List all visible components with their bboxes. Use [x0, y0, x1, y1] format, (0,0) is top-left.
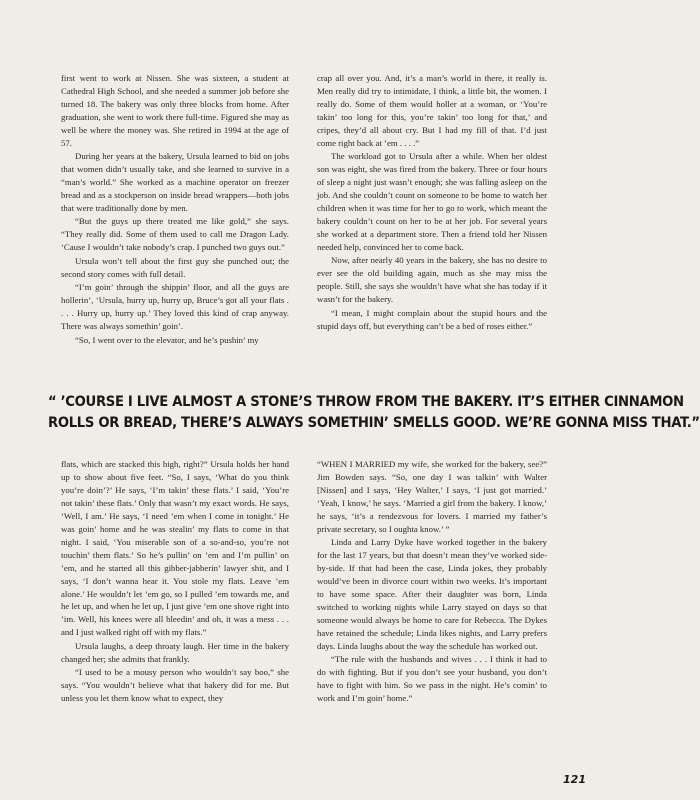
column-bottom-right	[317, 458, 547, 706]
paragraph: “So, I went over to the elevator, and he’s pushin’ my	[75, 334, 259, 345]
column-top-right	[317, 72, 547, 333]
pull-quote	[48, 392, 700, 434]
paragraph: “I used to be a mousy person who wouldn’t say boo,” she says. “You wouldn’t believe what that bakery did for me. But unless you let them know what to expect, they	[61, 667, 289, 704]
paragraph: crap all over you. And, it’s a man’s world in there, it really is. Men really did try to intimidate, I think, a little bit, the women. I really do. Some of them would holler at a woman, or ‘You’re takin’ too long for this, you’re takin’ too long for that,’ and cripes, they’d all about cry. But I had my fill of that. I’d just come right back at ’em . . . .”	[317, 73, 547, 148]
paragraph: “The rule with the husbands and wives . . . I think it had to do with fighting. But if you don’t see your husband, you don’t have to fight with him. So we pass in the night. He’s comin’ to work and I’m goin’ home.”	[317, 654, 547, 704]
paragraph: Ursula won’t tell about the first guy she punched out; the second story comes with full detail.	[61, 255, 289, 279]
paragraph: The workload got to Ursula after a while. When her oldest son was eight, she was fired from the bakery. Three or four hours of sleep a night just wasn’t enough; she was falling asleep on the job. And she couldn’t count on someone to be home to watch her children when it was time for her to go to work, which meant the bakery couldn’t count on her to be at her job. For several years she worked at a department store. Then a friend told her Nissen needed help, convinced her to come back.	[317, 151, 547, 252]
paragraph: “But the guys up there treated me like gold,” she says. “They really did. Some of them used to call me Dragon Lady. ‘Cause I wouldn’t take nobody’s crap. I punched two guys out.”	[61, 216, 289, 253]
paragraph: first went to work at Nissen. She was sixteen, a student at Cathedral High School, and she needed a summer job before she turned 18. The bakery was only three blocks from home. After graduation, she went to work there full-time. Figured she may as well be where the money was. She retired in 1994 at the age of 57.	[61, 73, 289, 148]
paragraph: “I’m goin’ through the shippin’ floor, and all the guys are hollerin’, ‘Ursula, hurry up, hurry up, Bruce’s got all your flats . . . . Hurry up, hurry up.’ They loved this kind of crap anyway. There was always somethin’ goin’.	[61, 282, 289, 332]
paragraph: flats, which are stacked this high, right?” Ursula holds her hand up to show about five feet. “So, I says, ‘What do you think you’re doin’?’ He says, ‘I’m takin’ these flats.’ I said, ‘You’re not takin’ these flats.’ Only that wasn’t my exact words. He says, ‘Well, I am.’ He says, ‘I need ’em when I come in tonight.’ He was goin’ home and he was stealin’ my flats to come in that night. I said, ‘You miserable son of a so-and-so, you’re not touchin’ them flats.’ So he’s pullin’ on ’em and I’m pullin’ on ’em, and he started all this gibber-jabberin’ lawyer shit, and I says, ‘I don’t wanna hear it. You stole my flats. Leave ’em alone.’ He wouldn’t let ’em go, so I pulled ’em towards me, and he let up, and when he let up, I just give ’em one shove right into ’im. Well, his knees were all bleedin’ and oh, it was a mess . . . and I just walked right off with my flats.”	[61, 459, 289, 638]
paragraph: During her years at the bakery, Ursula learned to bid on jobs that women didn’t usually take, and she learned to survive in a “man’s world.” She worked as a machine operator on freezer bread and as a stockperson on inside bread wrappers—both jobs that were traditionally done by men.	[61, 151, 289, 214]
paragraph: “I mean, I might complain about the stupid hours and the stupid days off, but everything can’t be a bed of roses either.”	[317, 307, 547, 331]
pull-quote-line: ROLLS OR BREAD, THERE’S ALWAYS SOMETHIN’ SMELLS GOOD. WE’RE GONNA MISS THAT.”	[48, 415, 700, 431]
paragraph: Linda and Larry Dyke have worked together in the bakery for the last 17 years, but that doesn’t mean they’ve worked side-by-side. If that had been the case, Linda jokes, they probably would’ve been in divorce court within two weeks. It’s important to have some space. After their daughter was born, Linda switched to working nights while Larry stayed on days so that someone would always be home to care for Rebecca. The Dykes have retained the schedule; Linda likes nights, and Larry prefers days. Linda laughs about the way the schedule has worked out.	[317, 537, 547, 651]
page-number: 121	[563, 773, 586, 786]
paragraph: Ursula laughs, a deep throaty laugh. Her time in the bakery changed her; she admits that frankly.	[61, 640, 289, 664]
column-top-left	[61, 72, 289, 347]
pull-quote-line: “ ’COURSE I LIVE ALMOST A STONE’S THROW FROM THE BAKERY. IT’S EITHER CINNAMON	[48, 394, 684, 410]
paragraph: “WHEN I MARRIED my wife, she worked for the bakery, see?” Jim Bowden says. “So, one day I was talkin’ with Walter [Nissen] and I says, ‘Hey Walter,’ I says, ‘I just got married.’ ‘Yeah, I know,’ he says. ‘Married a girl from the bakery. I know,’ he says, ‘it’s a rendezvous for lovers. I married my father’s private secretary, so I oughta know.’ ”	[317, 459, 547, 534]
column-bottom-left	[61, 458, 289, 706]
paragraph: Now, after nearly 40 years in the bakery, she has no desire to ever see the old building again, much as she may miss the people. Still, she says she wouldn’t have what she has today if it wasn’t for the bakery.	[317, 255, 547, 305]
